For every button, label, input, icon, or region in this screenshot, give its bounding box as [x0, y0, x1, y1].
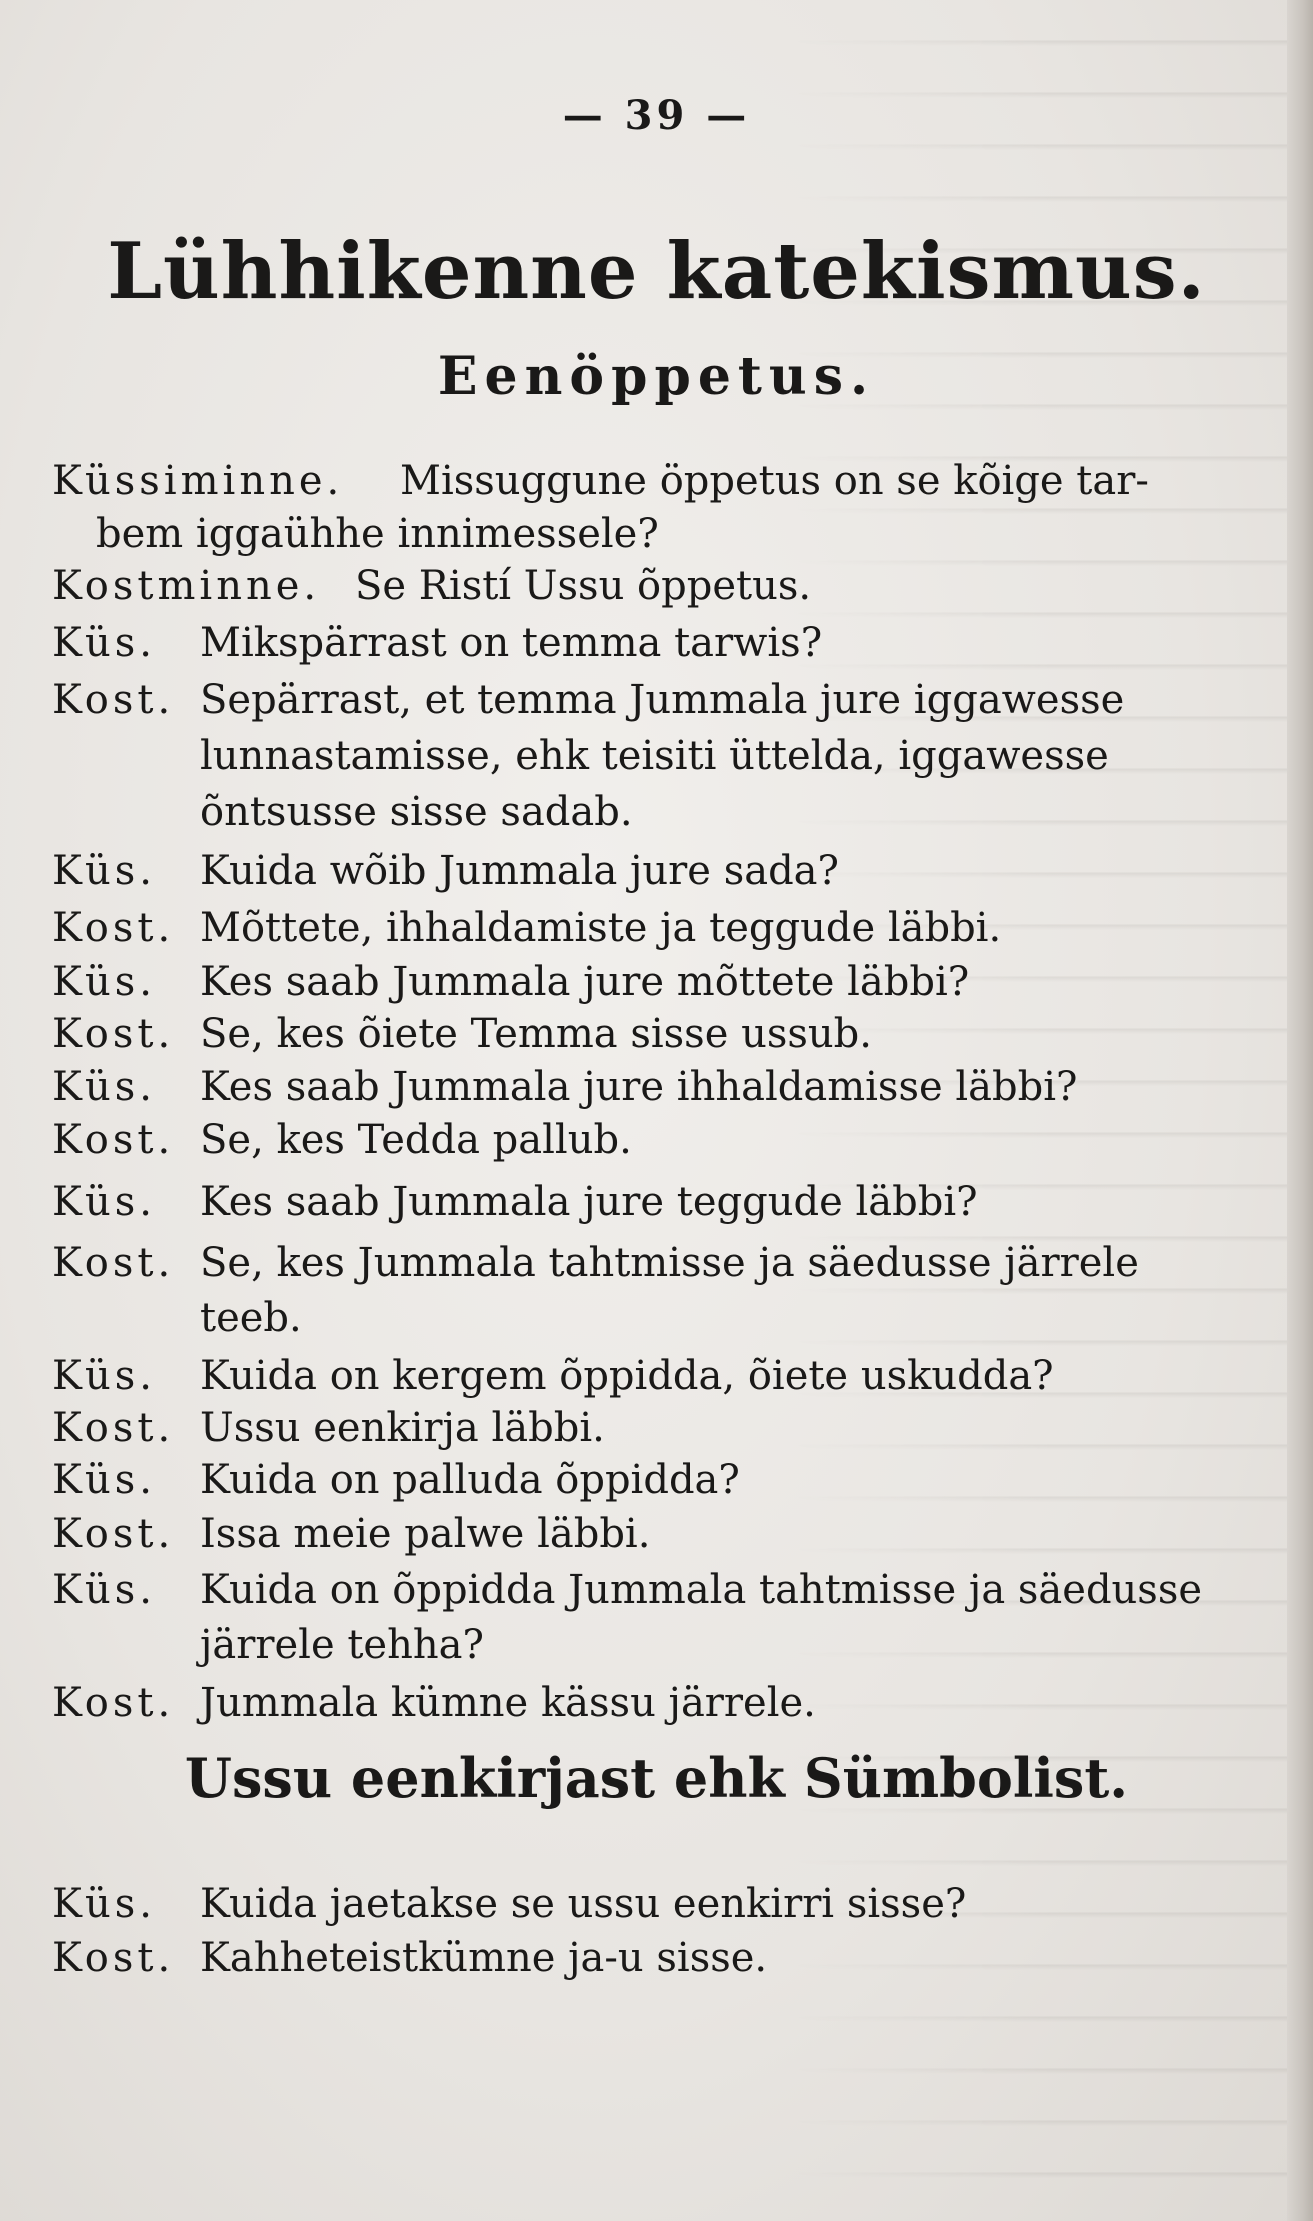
- section-heading: Ussu eenkirjast ehk Sümbolist.: [184, 1746, 1129, 1810]
- qa-line: [0, 1350, 1313, 1402]
- speaker-label: Küs.: [52, 1881, 157, 1927]
- qa-line: [0, 1564, 1313, 1616]
- line-text: Mikspärrast on temma tarwis?: [200, 620, 823, 666]
- line-text: Se Ristí Ussu õppetus.: [355, 563, 812, 609]
- speaker-label: Küs.: [52, 959, 157, 1005]
- qa-line: [0, 845, 1313, 897]
- speaker-label: Kost.: [52, 677, 175, 723]
- speaker-label: Küs.: [52, 1567, 157, 1613]
- page-title: Lühhikenne katekismus.: [107, 226, 1206, 317]
- line-text: Se, kes Jummala tahtmisse ja säedusse järrele: [200, 1240, 1139, 1286]
- qa-line: [0, 956, 1313, 1008]
- qa-line: [0, 902, 1313, 954]
- page-number: — 39 —: [562, 92, 751, 139]
- line-text: Kuida jaetakse se ussu eenkirri sisse?: [200, 1881, 967, 1927]
- qa-line: [0, 508, 1313, 560]
- speaker-label: Kost.: [52, 1405, 175, 1451]
- section-subtitle: Eenöppetus.: [437, 346, 876, 407]
- speaker-label: Küs.: [52, 1179, 157, 1225]
- line-text: Kes saab Jummala jure ihhaldamisse läbbi?: [200, 1064, 1078, 1110]
- qa-line: [0, 1061, 1313, 1113]
- speaker-label: Kost.: [52, 1240, 175, 1286]
- line-text: Kahheteistkümne ja-u sisse.: [200, 1935, 768, 1981]
- line-text: lunnastamisse, ehk teisiti üttelda, iggawesse: [200, 733, 1109, 779]
- qa-line: [0, 1008, 1313, 1060]
- speaker-label: Küs.: [52, 1457, 157, 1503]
- line-text: Ussu eenkirja läbbi.: [200, 1405, 605, 1451]
- qa-line: [0, 1402, 1313, 1454]
- line-text: Sepärrast, et temma Jummala jure iggawesse: [200, 677, 1125, 723]
- speaker-label: Küs.: [52, 1064, 157, 1110]
- line-text: Kes saab Jummala jure teggude läbbi?: [200, 1179, 978, 1225]
- speaker-label: Küs.: [52, 620, 157, 666]
- qa-line: [0, 1878, 1313, 1930]
- line-text: järrele tehha?: [200, 1622, 484, 1668]
- qa-line: [0, 1619, 1313, 1671]
- qa-line: [0, 1677, 1313, 1729]
- qa-line: [0, 560, 1313, 612]
- line-text: Kuida on õppidda Jummala tahtmisse ja säedusse: [200, 1567, 1203, 1613]
- line-text: teeb.: [200, 1295, 302, 1341]
- line-text: Kuida on kergem õppidda, õiete uskudda?: [200, 1353, 1054, 1399]
- line-text: Se, kes Tedda pallub.: [200, 1117, 632, 1163]
- qa-line: [0, 1114, 1313, 1166]
- speaker-label: Küssiminne.: [52, 458, 344, 504]
- speaker-label: Kost.: [52, 1117, 175, 1163]
- qa-line: [0, 617, 1313, 669]
- speaker-label: Kost.: [52, 1680, 175, 1726]
- line-text: Kes saab Jummala jure mõttete läbbi?: [200, 959, 970, 1005]
- line-text: Kuida on palluda õppidda?: [200, 1457, 740, 1503]
- speaker-label: Kost.: [52, 905, 175, 951]
- line-text: Jummala kümne kässu järrele.: [200, 1680, 816, 1726]
- line-text: Issa meie palwe läbbi.: [200, 1511, 651, 1557]
- qa-line: [0, 1932, 1313, 1984]
- qa-line: [0, 1176, 1313, 1228]
- speaker-label: Kostminne.: [52, 563, 321, 609]
- qa-line: [0, 786, 1313, 838]
- qa-line: [0, 674, 1313, 726]
- qa-line: [0, 1508, 1313, 1560]
- speaker-label: Küs.: [52, 1353, 157, 1399]
- speaker-label: Küs.: [52, 848, 157, 894]
- qa-line: [0, 1292, 1313, 1344]
- line-text: õntsusse sisse sadab.: [200, 789, 633, 835]
- qa-line: [0, 1237, 1313, 1289]
- line-text: Se, kes õiete Temma sisse ussub.: [200, 1011, 872, 1057]
- speaker-label: Kost.: [52, 1511, 175, 1557]
- line-text: bem iggaühhe innimessele?: [96, 511, 659, 557]
- speaker-label: Kost.: [52, 1935, 175, 1981]
- qa-line: [0, 730, 1313, 782]
- qa-line: [0, 1454, 1313, 1506]
- line-text: Kuida wõib Jummala jure sada?: [200, 848, 839, 894]
- line-text: Missuggune öppetus on se kõige tar-: [400, 458, 1149, 504]
- speaker-label: Kost.: [52, 1011, 175, 1057]
- line-text: Mõttete, ihhaldamiste ja teggude läbbi.: [200, 905, 1002, 951]
- qa-line: [0, 455, 1313, 507]
